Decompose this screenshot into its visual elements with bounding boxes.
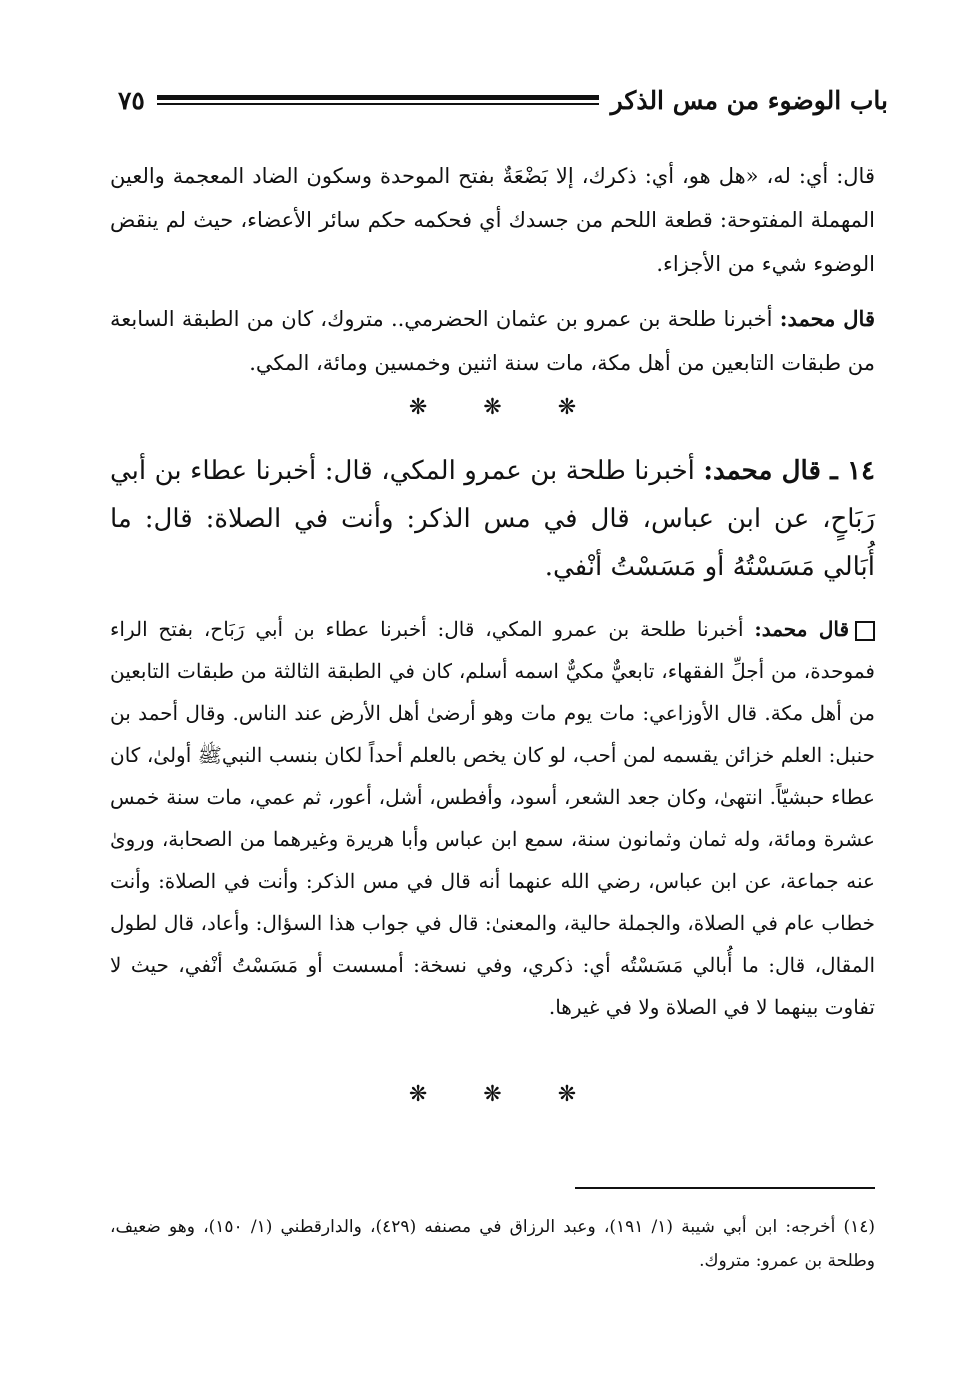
footnote-rule	[575, 1187, 875, 1189]
running-title: باب الوضوء من مس الذكر	[610, 85, 888, 115]
paragraph-lead: قال محمد:	[779, 306, 875, 331]
section-separator	[110, 395, 875, 420]
hadith-text	[110, 447, 875, 591]
asterism-icon: ❋	[408, 1082, 428, 1107]
commentary-paragraph-1: قال: أي: له، «هل هو، أي: ذكرك، إلا بَضْعَةٌ بفتح الموحدة وسكون الضاد المعجمة والعين المهملة المفتوحة: قطعة اللحم من جسدك أي فحكمه حكم سائر الأعضاء، حيث لم ينقض الوضوء شيء من الأجزاء.	[110, 164, 875, 276]
commentary-lead: قال محمد:	[754, 617, 850, 641]
commentary-body: أخبرنا طلحة بن عمرو المكي، قال: أخبرنا عطاء بن أبي رَبَاح، بفتح الراء فموحدة، من أجلِّ الفقهاء، تابعيٌّ مكيٌّ اسمه أسلم، كان في الطبقة الثالثة من طبقات التابعين من أهل مكة. قال الأوزاعي: مات يوم مات وهو أرضىٰ أهل الأرض عند الناس. وقال أحمد بن حنبل: العلم خزائن يقسمه لمن أحب، لو كان يخص بالعلم أحداً لكان بنسب النبيﷺ أولىٰ، كان عطاء حبشيّاً. انتهىٰ، وكان جعد الشعر، أسود، وأفطس، أشل، أعور، ثم عمي، مات سنة خمس عشرة ومائة، وله ثمان وثمانون سنة، سمع ابن عباس وأبا هريرة وغيرهما من الصحابة، وروىٰ عنه جماعة، عن ابن عباس، رضي الله عنهما أنه قال في مس الذكر: وأنت في الصلاة: وأنت خطاب عام في الصلاة، والجملة حالية، والمعنىٰ: قال في جواب هذا السؤال: وأعاد، قال لطول المقال، قال: ما أُبالي مَسَسْتُه أي: ذكري، وفي نسخة: أمسست أو مَسَسْتُ أنْفي، حيث لا تفاوت بينهما لا في الصلاة ولا في غيرها.	[110, 617, 875, 1019]
header-rule	[157, 95, 599, 105]
hadith-lead: ١٤ ـ قال محمد:	[703, 456, 876, 486]
asterism-icon: ❋	[557, 395, 577, 420]
section-separator	[110, 1082, 875, 1107]
hadith-body: أخبرنا طلحة بن عمرو المكي، قال: أخبرنا عطاء بن أبي رَبَاحٍ، عن ابن عباس، قال في مس الذكر: وأنت في الصلاة: قال: ما أُبَالي مَسَسْتُهُ أو مَسَسْتُ أنْفي.	[110, 456, 875, 582]
footnote: (١٤) أخرجه: ابن أبي شيبة (١/ ١٩١)، وعبد الرزاق في مصنفه (٤٢٩)، والدارقطني (١/ ١٥٠)، وهو ضعيف، وطلحة بن عمرو: متروك.	[110, 1217, 876, 1271]
asterism-icon: ❋	[557, 1082, 577, 1107]
commentary-block	[110, 608, 875, 1028]
square-marker-icon	[855, 621, 875, 641]
page-number: ٧٥	[118, 85, 145, 115]
asterism-icon: ❋	[483, 395, 502, 420]
asterism-icon: ❋	[483, 1082, 502, 1107]
asterism-icon: ❋	[408, 395, 428, 420]
commentary-paragraph-2	[110, 297, 875, 385]
page-header	[118, 82, 888, 118]
paragraph-text: أخبرنا طلحة بن عمرو بن عثمان الحضرمي.. متروك، كان من الطبقة السابعة من طبقات التابعين من أهل مكة، مات سنة اثنين وخمسين ومائة، المكي.	[110, 307, 875, 375]
